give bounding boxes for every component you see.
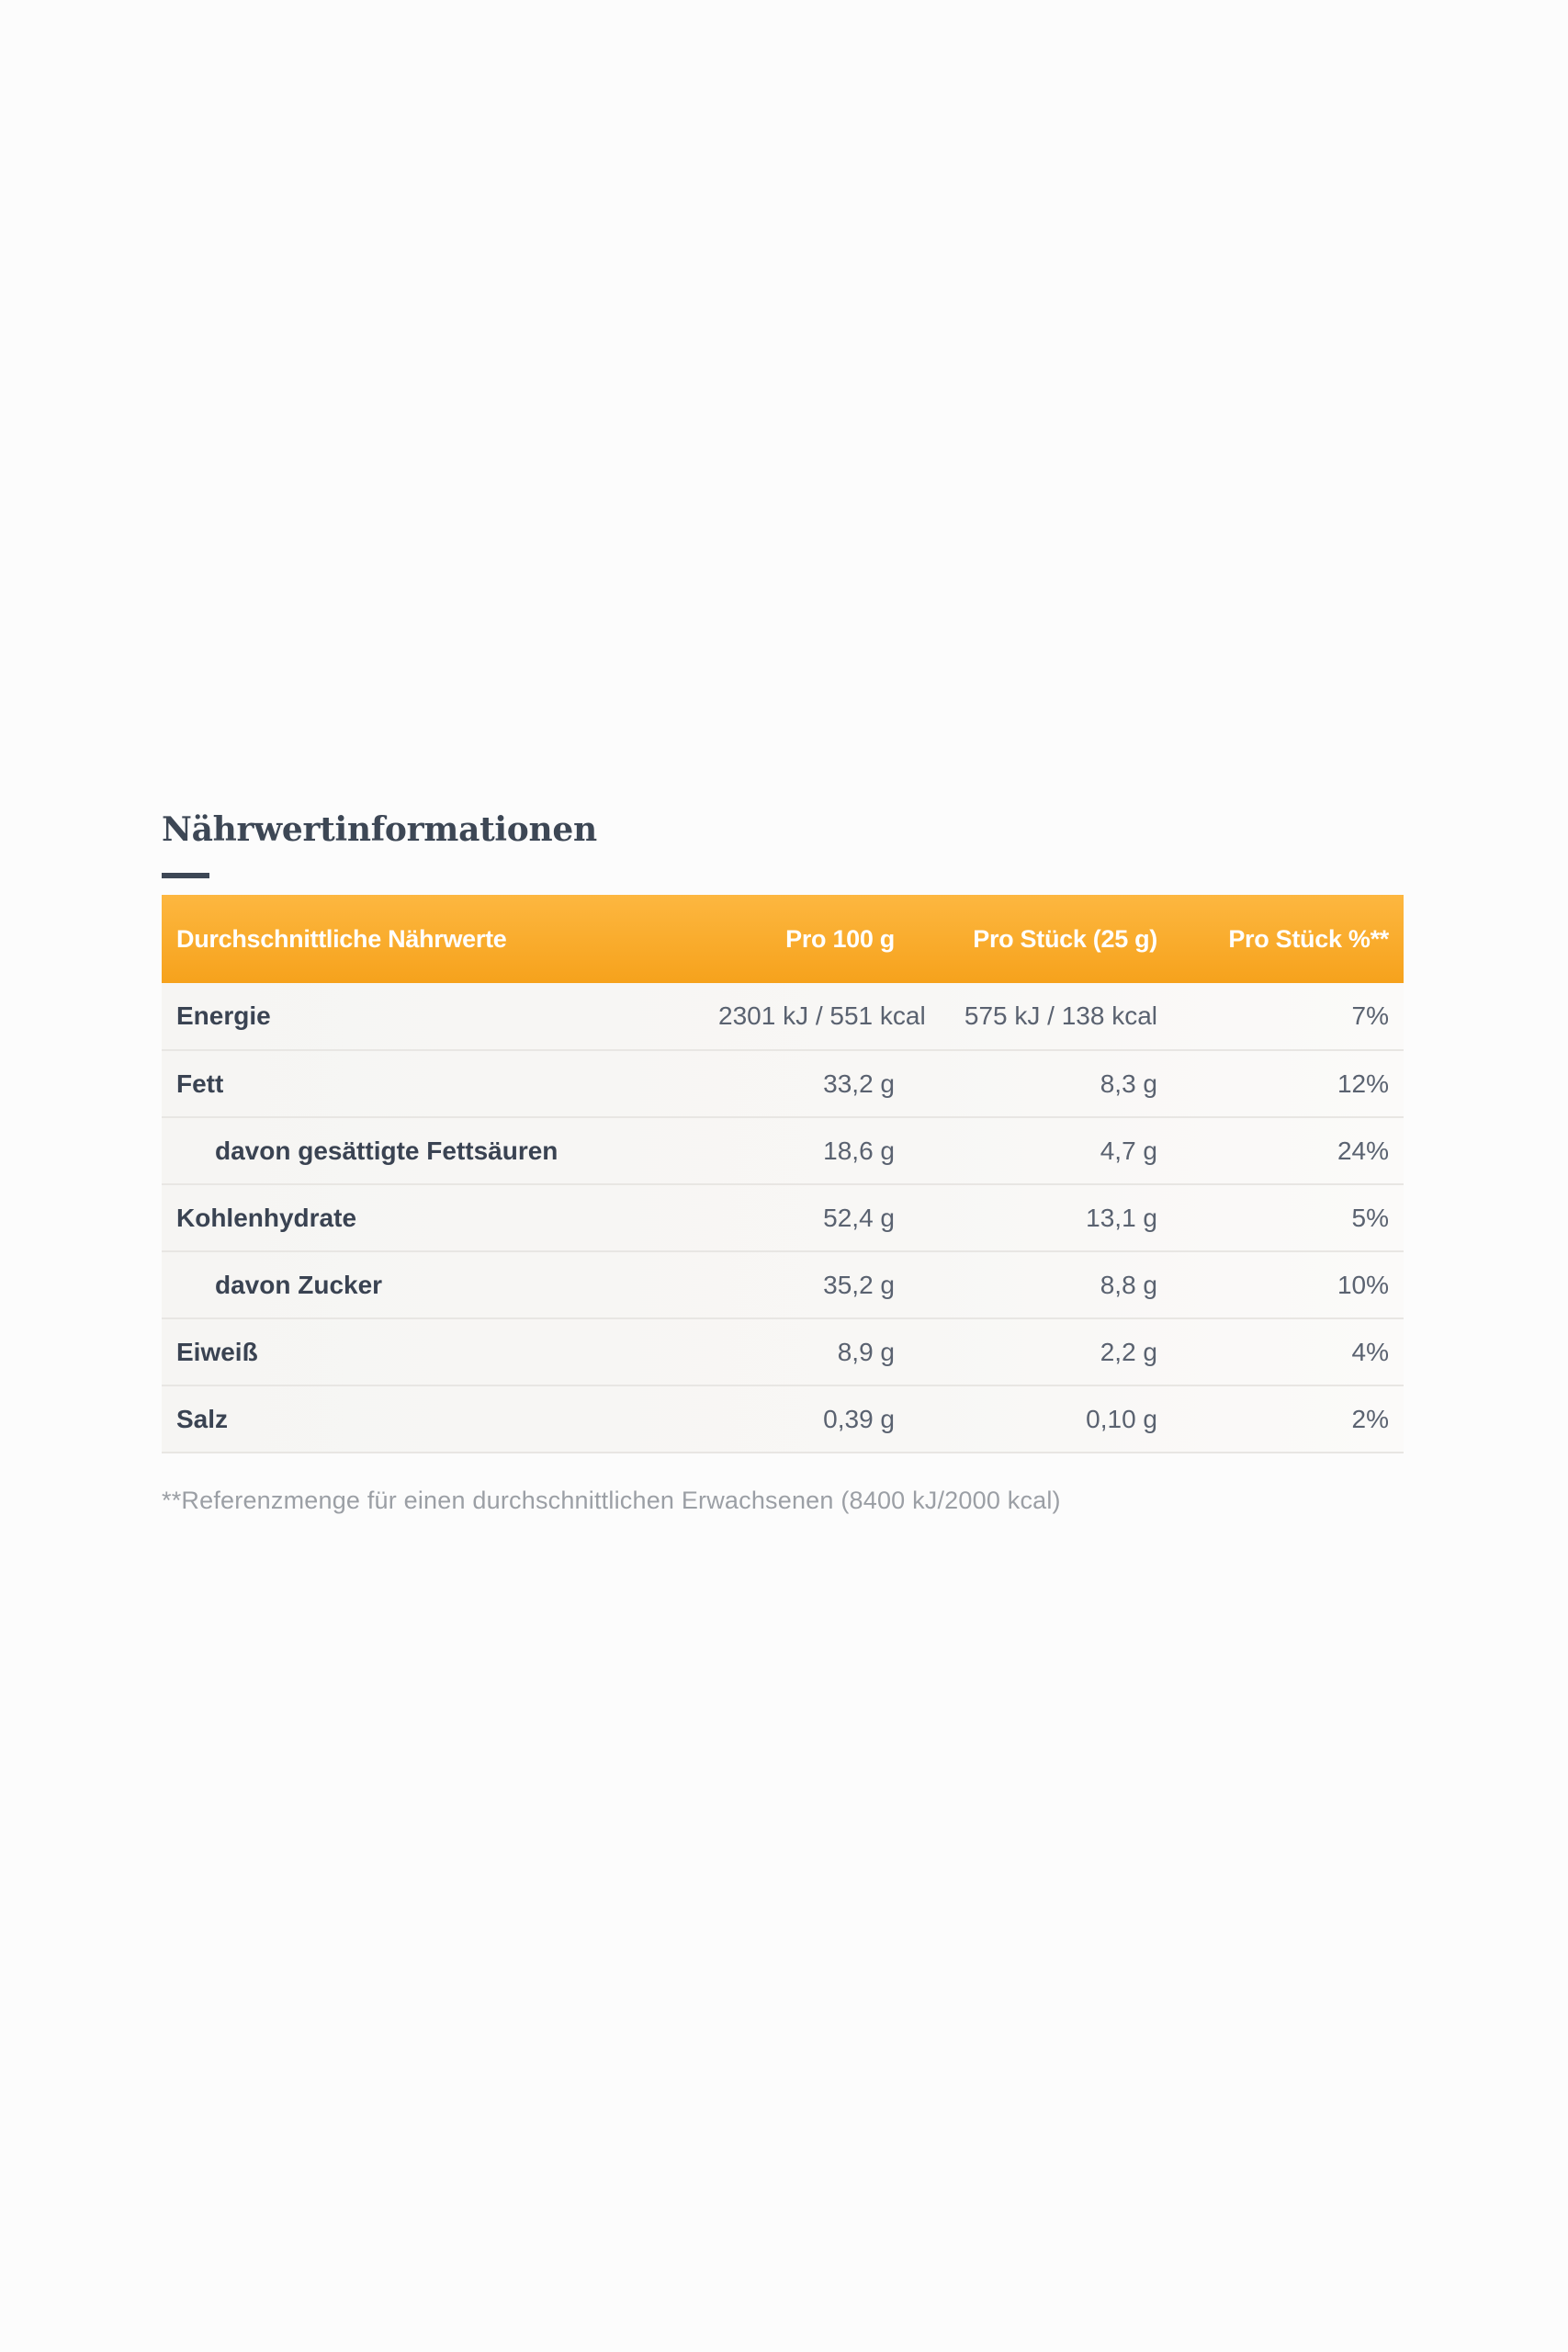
row-per-100g: 52,4 g (823, 1203, 895, 1232)
header-percent: Pro Stück %** (1228, 924, 1389, 953)
row-percent: 10% (1337, 1270, 1389, 1299)
row-per-piece: 575 kJ / 138 kcal (964, 1001, 1157, 1030)
row-per-piece: 8,3 g (1100, 1069, 1157, 1098)
row-per-100g: 33,2 g (823, 1069, 895, 1098)
section-title: Nährwertinformationen (162, 810, 597, 849)
row-percent: 2% (1351, 1404, 1389, 1433)
row-per-piece: 8,8 g (1100, 1270, 1157, 1299)
header-nutrient: Durchschnittliche Nährwerte (176, 924, 507, 953)
row-label: Salz (176, 1404, 229, 1433)
row-per-100g: 2301 kJ / 551 kcal (718, 1001, 926, 1030)
table-row (162, 1117, 1404, 1184)
table-row (162, 1184, 1404, 1251)
row-percent: 4% (1351, 1337, 1389, 1366)
nutrition-table (162, 895, 1404, 1453)
row-percent: 24% (1337, 1136, 1389, 1165)
table-row (162, 1385, 1404, 1453)
row-per-100g: 35,2 g (823, 1270, 895, 1299)
row-per-piece: 4,7 g (1100, 1136, 1157, 1165)
header-per-piece: Pro Stück (25 g) (973, 924, 1157, 953)
footnote: **Referenzmenge für einen durchschnittlichen Erwachsenen (8400 kJ/2000 kcal) (162, 1487, 1061, 1514)
row-percent: 12% (1337, 1069, 1389, 1098)
table-row (162, 1251, 1404, 1318)
row-percent: 7% (1351, 1001, 1389, 1030)
row-percent: 5% (1351, 1203, 1389, 1232)
header-per-100g: Pro 100 g (785, 924, 895, 953)
row-per-piece: 2,2 g (1100, 1337, 1157, 1366)
row-label: davon gesättigte Fettsäuren (215, 1136, 558, 1165)
row-label: Eiweiß (176, 1337, 258, 1366)
row-per-piece: 0,10 g (1086, 1404, 1157, 1433)
row-per-100g: 8,9 g (837, 1337, 895, 1366)
nutrition-section (162, 808, 1404, 1540)
row-label: davon Zucker (215, 1270, 383, 1299)
title-underline (162, 873, 209, 878)
row-per-100g: 18,6 g (823, 1136, 895, 1165)
row-label: Fett (176, 1069, 224, 1098)
table-header-row (162, 895, 1404, 983)
row-label: Kohlenhydrate (176, 1203, 357, 1232)
row-per-piece: 13,1 g (1086, 1203, 1157, 1232)
table-row (162, 983, 1404, 1050)
table-row (162, 1050, 1404, 1117)
row-label: Energie (176, 1001, 271, 1030)
table-row (162, 1318, 1404, 1385)
row-per-100g: 0,39 g (823, 1404, 895, 1433)
